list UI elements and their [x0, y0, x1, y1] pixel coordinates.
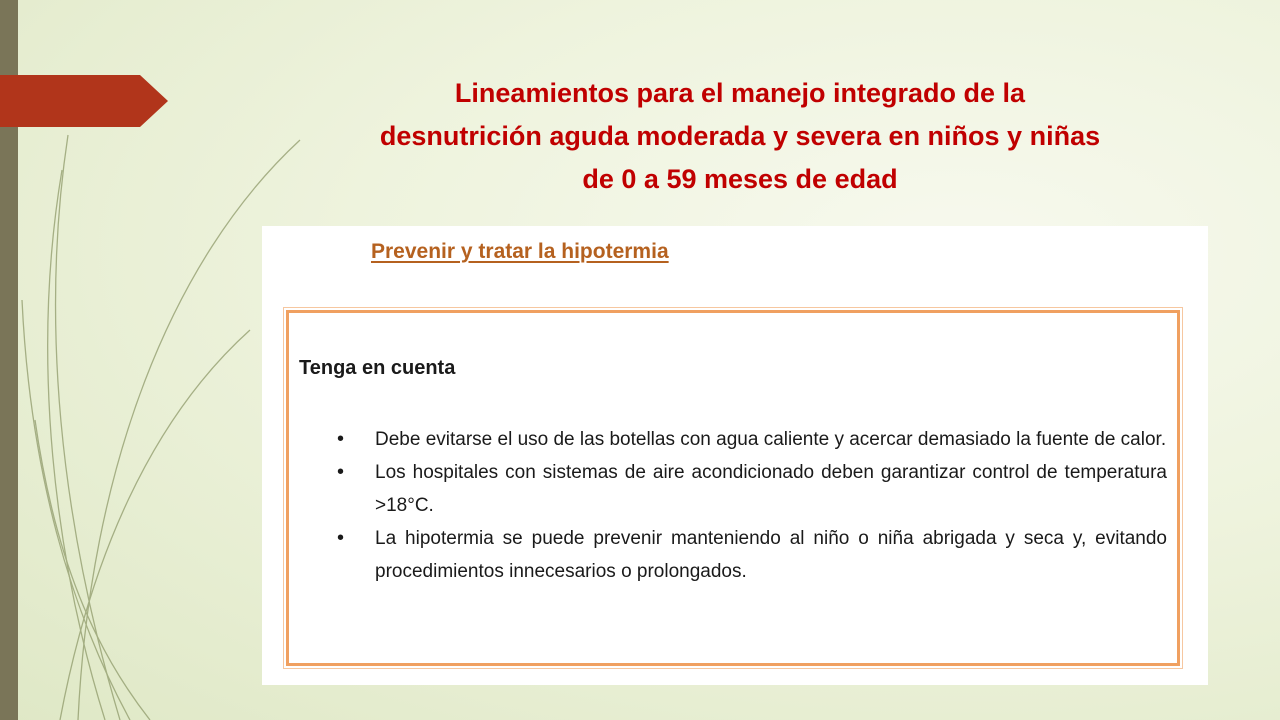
- note-box: [286, 310, 1180, 666]
- note-heading: Tenga en cuenta: [299, 357, 456, 379]
- bullet-glyph: •: [337, 461, 345, 483]
- title-line-1: Lineamientos para el manejo integrado de la: [454, 78, 1026, 108]
- content-image-panel: [262, 226, 1208, 685]
- bullet-text: Los hospitales con sistemas de aire acondicionado deben garantizar control de temperatura >18°C.: [375, 462, 1167, 516]
- bullet-text: Debe evitarse el uso de las botellas con agua caliente y acercar demasiado la fuente de calor.: [375, 429, 1167, 450]
- bullet-text: La hipotermia se puede prevenir manteniendo al niño o niña abrigada y seca y, evitando procedimientos innecesarios o prolongados.: [375, 528, 1167, 582]
- bullet-glyph: •: [337, 428, 345, 450]
- bullet-glyph: •: [337, 527, 345, 549]
- title-line-3: de 0 a 59 meses de edad: [582, 164, 898, 194]
- list-item: [337, 423, 1167, 456]
- section-heading: Prevenir y tratar la hipotermia: [371, 240, 669, 263]
- bullet-list: [337, 423, 1167, 588]
- slide-title: [270, 72, 1210, 201]
- list-item: [337, 456, 1167, 522]
- list-item: [337, 522, 1167, 588]
- title-line-2: desnutrición aguda moderada y severa en niños y niñas: [379, 121, 1101, 151]
